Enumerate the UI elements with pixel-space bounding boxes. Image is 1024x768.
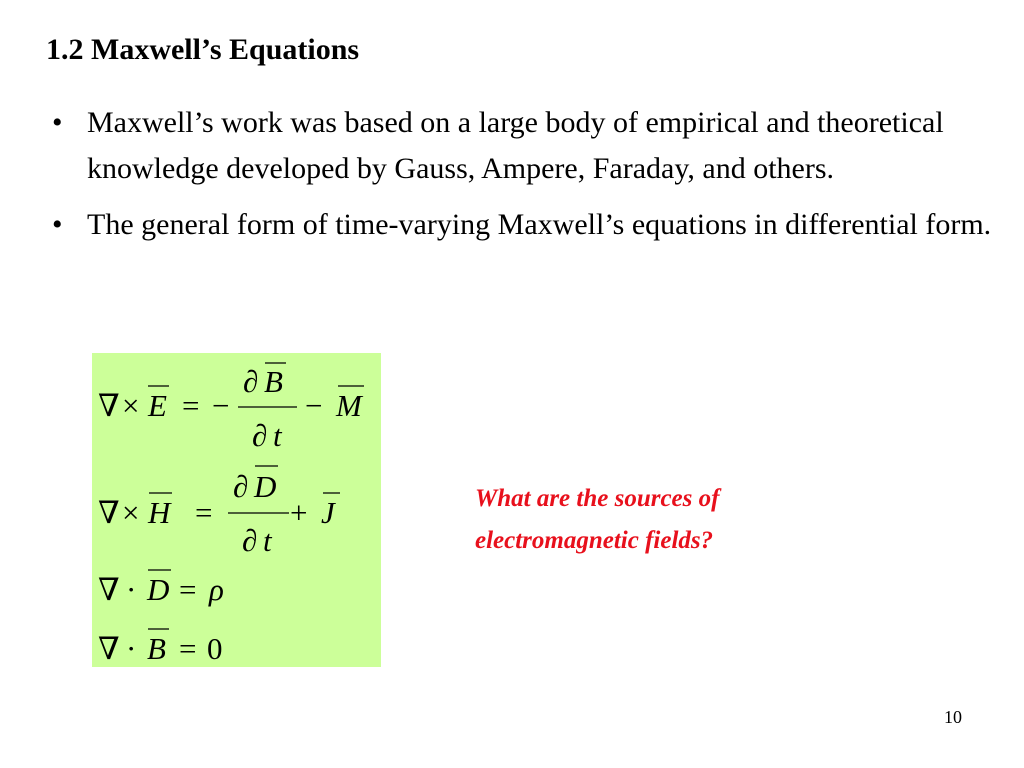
- slide-title: 1.2 Maxwell’s Equations: [46, 33, 360, 66]
- equation-gauss-magnetic: [98, 629, 223, 666]
- nabla-symbol: ∇: [98, 388, 120, 423]
- dot-symbol: ·: [126, 631, 137, 666]
- nabla-symbol: ∇: [98, 495, 120, 530]
- symbol-E: E: [148, 388, 167, 423]
- equation-ampere: [98, 466, 340, 558]
- maxwell-equations-svg: [92, 353, 381, 667]
- equation-gauss-electric: [98, 570, 224, 607]
- equals-sign: =: [179, 572, 197, 607]
- dot-symbol: ·: [126, 572, 137, 607]
- bullet-list: [52, 100, 1012, 258]
- equals-sign: =: [182, 388, 200, 423]
- partial-symbol: ∂: [233, 469, 249, 504]
- symbol-M: M: [336, 388, 362, 423]
- cross-symbol: ×: [122, 495, 140, 530]
- partial-symbol: ∂: [252, 418, 268, 453]
- bullet-marker: •: [52, 208, 63, 241]
- symbol-H: H: [148, 495, 171, 530]
- equation-faraday: [98, 363, 364, 453]
- bullet-text: Maxwell’s work was based on a large body of empirical and theoretical knowledge developed by Gauss, Ampere, Faraday, and others.: [87, 106, 944, 185]
- nabla-symbol: ∇: [98, 572, 120, 607]
- equals-sign: =: [179, 631, 197, 666]
- symbol-B: B: [264, 364, 283, 399]
- nabla-symbol: ∇: [98, 631, 120, 666]
- symbol-t: t: [263, 523, 272, 558]
- bullet-item-general-form: [52, 202, 1012, 248]
- bullet-text: The general form of time-varying Maxwell’s equations in differential form.: [87, 208, 992, 241]
- minus-sign: −: [212, 388, 230, 423]
- symbol-J: J: [321, 495, 335, 530]
- question-line-1: What are the sources of: [475, 485, 720, 512]
- page-number: 10: [944, 707, 962, 727]
- equals-sign: =: [195, 495, 213, 530]
- symbol-D: D: [254, 469, 277, 504]
- partial-symbol: ∂: [242, 523, 258, 558]
- symbol-zero: 0: [207, 631, 223, 666]
- minus-sign: −: [305, 388, 323, 423]
- symbol-B: B: [147, 631, 166, 666]
- symbol-rho: ρ: [209, 572, 224, 607]
- symbol-D: D: [147, 572, 170, 607]
- cross-symbol: ×: [122, 388, 140, 423]
- bullet-item-empirical-basis: [52, 100, 1012, 192]
- partial-symbol: ∂: [243, 364, 259, 399]
- question-line-2: electromagnetic fields?: [475, 527, 714, 554]
- maxwell-equations-box: [92, 353, 381, 667]
- symbol-t: t: [273, 418, 282, 453]
- plus-sign: +: [290, 495, 308, 530]
- bullet-marker: •: [52, 106, 63, 139]
